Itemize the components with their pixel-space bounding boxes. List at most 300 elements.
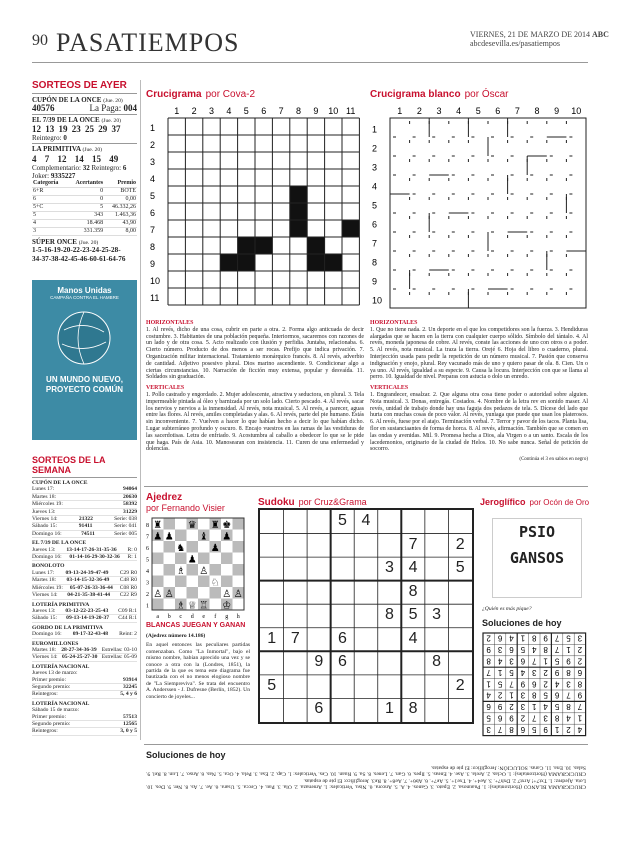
solution-digit: 8 <box>532 690 537 700</box>
chess-piece-icon: ♙ <box>153 588 163 600</box>
result-row: Sábado 15: 09-13-14-19-20-37 C44 R:1 <box>32 615 137 622</box>
row-number: 5 <box>150 190 156 201</box>
ajedrez-text: BLANCAS JUEGAN Y GANAN (Ajedrez número 14.186) En aquel entonces las peculiares partidas comenzaban. Como "La Inmortal", bajo el mismo nombre, habían aprecido una vez y se conoce a otra con la (Londres, 1851), la partida de la que es tema este diagrama fue bautizada con el no menos elogioso nombre de "La Siempreviva". Se trata del encuentro A. Anderssen - J. Dufresne (Berlín, 1852). Un concierto de joyeles... <box>146 622 250 700</box>
ad-headline: UN MUNDO NUEVO, PROYECTO COMÚN <box>45 375 124 394</box>
page-title: PASATIEMPOS <box>56 28 240 57</box>
rank-label: 7 <box>146 534 149 541</box>
column-number: 4 <box>226 106 232 116</box>
column-number: 6 <box>261 106 267 116</box>
black-cell <box>290 220 307 237</box>
crucigrama-blanco-heading: Crucigrama blanco por Óscar <box>370 89 509 100</box>
column-number: 10 <box>571 106 582 116</box>
column-number: 5 <box>243 106 249 116</box>
solution-digit: 2 <box>577 645 583 655</box>
result-row: Jueves 13: 31229 <box>32 508 137 515</box>
el739-title: EL 7/39 DE LA ONCE (Jue. 20) <box>32 115 122 124</box>
column-number: 6 <box>495 106 501 116</box>
solution-digit: 1 <box>566 645 571 655</box>
solution-digit: 6 <box>532 679 537 689</box>
sudoku-given: 7 <box>290 629 300 647</box>
result-row: Martes 18: 20630 <box>32 493 137 500</box>
solution-digit: 3 <box>566 679 571 689</box>
row-number: 8 <box>150 241 156 252</box>
solution-digit: 7 <box>554 645 560 655</box>
rank-label: 2 <box>146 592 149 599</box>
page-number: 90 <box>32 32 48 49</box>
chess-square <box>233 541 245 553</box>
chess-square <box>187 564 199 576</box>
result-row: Miércoles 19: 58392 <box>32 501 137 508</box>
chess-piece-icon: ♟ <box>153 531 163 543</box>
table-row: 3 331.359 8,00 <box>33 228 136 235</box>
solution-digit: 5 <box>486 713 491 723</box>
sudoku-given: 9 <box>314 653 324 671</box>
table-row: 6 0 0,00 <box>33 196 136 203</box>
rank-label: 3 <box>146 580 149 587</box>
chess-square <box>198 553 210 565</box>
chess-square <box>210 587 222 599</box>
solution-digit: 3 <box>497 645 503 655</box>
super-title: SÚPER ONCE (Jue. 20) <box>32 238 99 247</box>
super-numbers: 1-5-16-19-20-22-23-24-25-28- 34-37-38-42-45-46-60-61-64-76 <box>32 246 126 264</box>
solution-digit: 1 <box>577 713 583 723</box>
header-rule <box>32 62 588 63</box>
solution-digit: 6 <box>497 633 503 643</box>
solution-digit: 3 <box>520 702 526 712</box>
rank-label: 8 <box>146 523 149 530</box>
chess-square <box>233 530 245 542</box>
column-number: 9 <box>313 106 319 116</box>
table-row: 6+R 0 BOTE <box>33 188 136 195</box>
jeroglifico-question: ¿Quién es más pique? <box>482 606 532 612</box>
chess-square <box>152 541 164 553</box>
row-number: 8 <box>372 257 378 268</box>
sudoku-given: 3 <box>432 606 442 624</box>
chess-piece-icon: ♟ <box>210 542 220 554</box>
sudoku-grid[interactable] <box>258 508 474 724</box>
solution-digit: 7 <box>554 633 560 643</box>
result-row: Primer premio: 57513 <box>32 713 137 720</box>
crucigrama-blanco-clues: HORIZONTALES 1. Que no tiene nada. 2. Un deporte en el que los competidores son la fuerza. 3. Hendiduras alargadas que se hacen en la tierra con cualquier cuerpo sólido. Símbolo del tántalo. 4. Al revés, moneda japonesa de cobre. Al revés, conste las acciones de uno con otros o a poder. 5. Al revés, nota musical. La traza la tierra. Orejé 6. Hoja del libro o cuaderno, plural. Interjección usada para pedir la repetición de un número musical. 7. Pasión que conserva indignación y enojo, plural. Rey vacunado más de uno y quiero pasar de ola. 8. Cien. Un o ya uno. Al revés, igualdad a su especie. 9. Causa la locura. Interjección con que se llama al perro. 10. Igualdad de nivel. Preparas con astucia o dolo un enredo. VERTICALES 1. Engrandecer, ensalzar. 2. Que alguna otra cosa tiene poder o autoridad sobre alguien. Nota musical. 3. Donas, entregás. Costados. 4. Nombre de la letra rev en sonido maser. Al revés, unidad de trabajo donde hay una faguja dos pedazos de tela. 5. Dícese del lado que hurta con muchas cosas de poco valor. Al revés, yuniaga que puede que usan los platerosos. 6. Al revés, fuese por el atajo. Terminación verbal. 7. Terror y pavor de los tacos. Planta lisa, flor en sustanciaantes de forma de horca. 8. Al revés, afirmación. También que se comen en las ondas y avenidas. Mil. 9. Promesa hecha a Dios, ala Virgen o a un santo. Escala de los lacedemonios, originario de la ciudad de Helos. 10. No sabe nunca. Señal de petición de socorro. (Continúa el 3 en sabios en negro) <box>370 320 588 463</box>
chess-piece-icon: ♙ <box>164 588 174 600</box>
result-row: Martes 18: 03-14-15-32-36-49 C48 R0 <box>32 577 137 584</box>
row-number: 6 <box>150 207 156 218</box>
solution-digit: 8 <box>543 645 548 655</box>
column-number: 11 <box>346 106 356 116</box>
sudoku-given: 6 <box>337 629 347 647</box>
chess-piece-icon: ♙ <box>199 565 209 577</box>
sorteos-ayer-title: SORTEOS DE AYER <box>32 80 127 91</box>
solution-digit: 9 <box>566 656 571 666</box>
bottom-rule <box>144 744 588 745</box>
row-number: 3 <box>372 162 378 173</box>
solution-digit: 9 <box>497 702 503 712</box>
table-row: 5+C 5 46.332,26 <box>33 204 136 211</box>
chess-square <box>210 564 222 576</box>
sorteos-ayer: SORTEOS DE AYER CUPÓN DE LA ONCE (Jue. 20) 40576 La Paga: 004 EL 7/39 DE LA ONCE (Jue. 20) 12 13 19 23 25 29 37 Reintegro: 0 LA PRIMITIVA (Jue. 20) 4 7 12 14 15 49 Complementario: 32 Reintegro: 6 Joker: 9335227 Categoría Acertantes Premio 6+R 0 BOTE 6 0 0,00 5+C 5 46.332,26 5 343 1.463,36 4 18.468 43,90 3 331.359 8,00 SÚPER ONCE (Jue. 20) 1-5-16-19-20-22-23-24-25-28- 34-37-38-42-45-46-60-61-64-76 <box>32 80 137 264</box>
chess-square <box>233 576 245 588</box>
cupon-rows <box>32 486 137 538</box>
chess-square <box>152 599 164 611</box>
column-number: 2 <box>416 106 422 116</box>
chessboard[interactable] <box>146 518 252 620</box>
row-number: 10 <box>150 275 161 286</box>
sudoku-given: 4 <box>408 629 418 647</box>
chess-square <box>175 553 187 565</box>
solution-digit: 3 <box>486 724 491 734</box>
solution-digit: 1 <box>532 702 537 712</box>
column-number: 3 <box>208 106 215 116</box>
file-label: g <box>225 614 229 620</box>
column-number: 8 <box>295 106 302 116</box>
file-label: f <box>214 614 217 620</box>
chess-piece-icon: ♗ <box>176 600 186 612</box>
bonoloto-rows <box>32 570 137 600</box>
solution-digit: 9 <box>520 679 526 689</box>
table-row: 5 343 1.463,36 <box>33 212 136 219</box>
solution-digit: 2 <box>543 679 548 689</box>
primitiva-numbers: 4 7 12 14 15 49 <box>32 153 119 164</box>
jeroglifico-image: PSIO GANSOS <box>492 518 582 598</box>
column-number: 4 <box>456 106 462 116</box>
chess-square <box>187 541 199 553</box>
column-number: 10 <box>328 106 339 116</box>
column-number: 9 <box>554 106 560 116</box>
solution-digit: 3 <box>532 667 537 677</box>
chess-square <box>152 576 164 588</box>
file-label: b <box>167 614 171 620</box>
soluciones-text: CRUCIGRAMA BLANCO (Horizontales): 1. Puaunosa. 2. Epato. 3. Ganos. 4. A. 5. Ancora. 6. Nisu. Verticales: 1. Amenaza. 2. Ola. 3. Pau. 4. Cecca. 5. Usara. 6. Ae. 7. As. 8. Ner. 9. Dos. 10. Lota. Ajedrez: 1. Txt7+! Arxt7 2. Dxh7+. 3. Ae4+. 4. Txe1+. 5. Ae7+. 6. Ab6+. 7. Ae8+. 8. Re3. Jeroglífico: El pie de espatas. CRUCIGRAMA (Horizontales): 1. Oclas. 2. Arela. 3. Ase. 4. Eneas. 5. Ilpes. 6. Gan. 7. Lenes. 8. Sa. 9. Ruan. 10. Ces. Verticales: 1. Cap. 2. Esa. 3. Pela. 4. Oca. 5. Nas. 6. Anso. 7. Lun. 8. Rel. 9. Salas. 10. Ena. 11. Caras. SOLUCIÓN: Jeroglífico: El pie de espatas. <box>146 764 586 790</box>
solution-digit: 6 <box>577 667 583 677</box>
solution-digit: 4 <box>486 690 491 700</box>
chess-piece-icon: ♜ <box>210 519 220 531</box>
primitiva-rows <box>32 608 137 623</box>
chess-square <box>233 564 245 576</box>
solution-digit: 4 <box>554 679 560 689</box>
result-row: Viernes 14: 21322 Serie: 038 <box>32 516 137 523</box>
solution-digit: 8 <box>566 702 571 712</box>
solution-digit: 9 <box>543 724 548 734</box>
row-number: 5 <box>372 200 378 211</box>
rank-label: 1 <box>146 603 149 610</box>
chess-square <box>210 553 222 565</box>
solution-digit: 6 <box>520 724 526 734</box>
chess-piece-icon: ♟ <box>222 531 232 543</box>
result-row: Domingo 16: 09-17-32-43-48 Reint: 2 <box>32 631 137 638</box>
row-number: 3 <box>150 156 156 167</box>
chess-piece-icon: ♛ <box>187 519 197 531</box>
result-row: Viernes 14: 04-21-35-38-41-44 C22 R9 <box>32 592 137 599</box>
sudoku-given: 1 <box>385 700 394 718</box>
solution-digit: 3 <box>509 656 514 666</box>
solution-digit: 9 <box>486 645 491 655</box>
result-row: Domingo 16: 01-14-16-29-30-32-36 R: 1 <box>32 554 137 561</box>
black-cell <box>325 254 342 271</box>
chess-square <box>152 553 164 565</box>
solution-digit: 7 <box>486 667 491 677</box>
chess-square <box>221 576 233 588</box>
result-row: Jueves 13: 03-12-22-23-25-43 C09 R:1 <box>32 607 137 614</box>
sudoku-given: 5 <box>267 676 277 694</box>
solution-digit: 2 <box>566 724 571 734</box>
chess-square <box>198 576 210 588</box>
sudoku-given: 4 <box>361 512 371 529</box>
chess-square <box>175 587 187 599</box>
row-number: 9 <box>150 258 156 269</box>
chess-square <box>164 576 176 588</box>
rank-label: 4 <box>146 569 149 576</box>
crucigrama-clues: HORIZONTALES 1. Al revés, dicho de una cosa, cubrir en parte a otra. 2. Forma algo anticuada de decir costumbre. 3. Habitantes de una población pequeña. Interiormos, sacaremos con razones de un lado y de otra cosa. 5. Acto realizado con ilusión y perfidia. Juntaba, relacionaba. 6. Cierto número. Producto de dos menos a ser rocas. Prefijo que indica privación. 7. Organización militar internacional. Tratamiento monárquico francés. 8. Al revés, adverbio de cantidad. Adjetivo posesivo plural. Dios marino ascendiente. 9. Condicionar algo a ciertas circunstancias. 10. Narración de ficción muy extensa, popular y desvaída. 11. Soldados sin graduación. VERTICALES 1. Pollo castrado y engordado. 2. Mujer adolescente, atractiva y seductora, en plural. 3. Tela impermeable pintada al óleo y barnizada por un solo lado. Cierto pescado. 4. Al revés, sacar los nervios y nervios a la inmensidad. Al revés, nota musical. 5. Al revés, a parecer, aguas entre las flores. Al revés, amiles completadas y alas. 6. Al revés, parte del pie humano. Estás sin inconveniente. 7. Vuelven a hacer lo que habían hecho a decir lo que habían dicho. Lugar subterráneo profundo y oscuro. 8. Encajo vuestros en las ramas de las vestiduras de las sacerdotisas. Letra de enfriado. 9. Acostumbra al caballo a obedecer lo que se le pide que haga. País de Asia. 10. Manosearan con insistencia. 11. Curen de una enfermedad y dolencias. <box>146 320 364 453</box>
euro-rows <box>32 647 137 662</box>
solution-digit: 4 <box>497 656 503 666</box>
column-number: 7 <box>514 106 520 116</box>
sudoku-given: 8 <box>385 606 394 624</box>
solution-digit: 8 <box>486 656 491 666</box>
ajedrez-heading: Ajedrez por Fernando Visier <box>146 492 225 513</box>
column-number: 7 <box>278 106 284 116</box>
cupon-title: CUPÓN DE LA ONCE (Jue. 20) <box>32 96 123 104</box>
chess-square <box>210 599 222 611</box>
section-rule <box>144 486 588 487</box>
result-row: Jueves 13: 13-14-17-26-31-35-36 R: 0 <box>32 546 137 553</box>
column-number: 1 <box>397 106 403 116</box>
soluciones-title: Soluciones de hoy <box>146 750 226 760</box>
sorteos-semana: SORTEOS DE LA SEMANA CUPÓN DE LA ONCE Lunes 17: 94064 Martes 18: 20630 Miércoles 19: 58392 Jueves 13: 31229 Viernes 14: 21322 Serie: 038 Sábado 15: 91411 Serie: 041 Domingo 16: 74511 Serie: 005 EL 7/39 DE LA ONCE Jueves 13: 13-14-17-26-31-35-36 R: 0 Domingo 16: 01-14-16-29-30-32-36 R: 1 BONOLOTO Lunes 17: 09-13-24-39-47-49 C29 R0 Martes 18: 03-14-15-32-36-49 C48 R0 Miércoles 19: 05-07-26-33-36-44 C08 R0 Viernes 14: 04-21-35-38-41-44 C22 R9 LOTERÍA PRIMITIVA Jueves 13: 03-12-22-23-25-43 C09 R:1 Sábado 15: 09-13-14-19-20-37 C44 R:1 GORDO DE LA PRIMITIVA Domingo 16: 09-17-32-43-48 Reint: 2 EUROMILLONES Martes 18: 28-27-34-36-39 Estrellas: 03-10 Viernes 14: 05-24-25-27-30 Estrellas: 05-09 LOTERÍA NACIONAL Jueves 13 de marzo: Primer premio: 93914 Segundo premio: 32245 Reintegros: 5, 4 y 6 LOTERÍA NACIONAL Sábado 15 de marzo: Primer premio: 57513 Segundo premio: 12565 Reintegros: 3, 0 y 5 <box>32 455 137 735</box>
chess-square <box>210 530 222 542</box>
solution-digit: 8 <box>566 667 571 677</box>
row-number: 7 <box>372 238 378 249</box>
solution-digit: 1 <box>520 633 526 643</box>
file-label: c <box>179 614 183 620</box>
solution-digit: 7 <box>566 690 571 700</box>
result-row: Lunes 17: 94064 <box>32 486 137 493</box>
solution-digit: 8 <box>554 713 560 723</box>
solution-digit: 5 <box>554 656 560 666</box>
chess-piece-icon: ♞ <box>176 542 186 554</box>
chess-piece-icon: ♜ <box>153 519 163 531</box>
solution-digit: 5 <box>566 633 571 643</box>
chess-square <box>221 541 233 553</box>
row-number: 1 <box>150 122 156 133</box>
column-divider <box>140 80 141 740</box>
table-row: 4 18.468 43,90 <box>33 220 136 227</box>
chess-piece-icon: ♝ <box>199 531 209 543</box>
solution-digit: 9 <box>543 633 548 643</box>
sudoku-given: 2 <box>455 676 465 694</box>
result-row: Reintegros: 3, 0 y 5 <box>32 728 137 735</box>
sudoku-given: 1 <box>267 629 277 647</box>
solution-digit: 4 <box>543 702 548 712</box>
file-label: a <box>156 614 160 620</box>
chess-square <box>187 576 199 588</box>
solution-digit: 2 <box>543 667 548 677</box>
solution-digit: 2 <box>497 690 503 700</box>
solution-digit: 1 <box>554 724 560 734</box>
sudoku-solution-grid <box>482 632 586 736</box>
solution-digit: 8 <box>532 633 537 643</box>
solution-digit: 4 <box>577 724 583 734</box>
chess-piece-icon: ♙ <box>222 588 232 600</box>
chess-square <box>164 553 176 565</box>
row-number: 4 <box>150 173 156 184</box>
solution-digit: 8 <box>577 679 583 689</box>
sudoku-given: 6 <box>314 700 324 718</box>
black-cell <box>238 237 255 254</box>
chess-square <box>164 599 176 611</box>
solution-digit: 6 <box>509 645 514 655</box>
crucigrama-blanco-grid[interactable] <box>370 104 588 310</box>
solution-digit: 4 <box>509 633 514 643</box>
chess-square <box>164 541 176 553</box>
primitiva-table: Categoría Acertantes Premio 6+R 0 BOTE 6 0 0,00 5+C 5 46.332,26 5 343 1.463,36 4 18.468 43,90 3 331.359 8,00 <box>33 180 136 235</box>
solution-digit: 6 <box>486 702 491 712</box>
chess-piece-icon: ♟ <box>187 554 197 566</box>
chess-piece-icon: ♔ <box>222 600 232 612</box>
sudoku-given: 7 <box>408 535 418 553</box>
solution-digit: 7 <box>509 679 514 689</box>
column-number: 8 <box>534 106 540 116</box>
chess-piece-icon: ♖ <box>199 600 209 612</box>
row-number: 2 <box>150 139 156 150</box>
globe-illustration-icon <box>32 300 137 370</box>
chess-square <box>187 530 199 542</box>
row-number: 10 <box>372 295 383 306</box>
row-number: 2 <box>372 143 378 154</box>
chess-square <box>175 576 187 588</box>
el739-numbers: 12 13 19 23 25 29 37 <box>32 124 121 135</box>
row-number: 7 <box>150 224 156 235</box>
sudoku-given: 5 <box>455 559 465 577</box>
crucigrama-heading: Crucigrama por Cova-2 <box>146 89 256 100</box>
solution-digit: 6 <box>554 690 560 700</box>
primitiva-title: LA PRIMITIVA (Jue. 20) <box>32 145 103 154</box>
solution-digit: 7 <box>497 724 503 734</box>
row-number: 11 <box>150 292 160 303</box>
solution-digit: 1 <box>543 656 548 666</box>
chess-piece-icon: ♕ <box>187 600 197 612</box>
ad-subtitle: CAMPAÑA CONTRA EL HAMBRE <box>50 295 119 300</box>
soluciones-sudoku-title: Soluciones de hoy <box>482 618 562 628</box>
solution-digit: 7 <box>577 702 583 712</box>
chess-piece-icon: ♗ <box>176 565 186 577</box>
black-cell <box>220 254 237 271</box>
solution-digit: 5 <box>509 667 514 677</box>
result-row: Lunes 17: 09-13-24-39-47-49 C29 R0 <box>32 569 137 576</box>
cupon-number: 40576 <box>32 103 55 114</box>
black-cell <box>307 237 324 254</box>
black-cell <box>255 237 272 254</box>
chess-square <box>198 587 210 599</box>
solution-digit: 5 <box>543 690 548 700</box>
column-number: 1 <box>174 106 180 116</box>
black-cell <box>307 254 324 271</box>
solution-digit: 3 <box>520 690 526 700</box>
solution-digit: 2 <box>577 656 583 666</box>
solution-digit: 5 <box>520 645 526 655</box>
result-row: Domingo 16: 74511 Serie: 005 <box>32 530 137 537</box>
sudoku-given: 5 <box>337 512 347 529</box>
rank-label: 5 <box>146 557 149 564</box>
column-number: 3 <box>436 106 442 116</box>
result-row: Segundo premio: 12565 <box>32 721 137 727</box>
column-number: 5 <box>475 106 481 116</box>
row-number: 9 <box>372 276 378 287</box>
result-row: Viernes 14: 05-24-25-27-30 Estrellas: 05-09 <box>32 654 137 661</box>
solution-digit: 9 <box>509 713 514 723</box>
chess-piece-icon: ♚ <box>222 519 232 531</box>
solution-digit: 4 <box>532 645 537 655</box>
row-number: 1 <box>372 124 378 135</box>
solution-digit: 3 <box>577 633 583 643</box>
header-date: VIERNES, 21 DE MARZO DE 2014 ABC abcdesevilla.es/pasatiempos <box>470 30 609 48</box>
solution-digit: 1 <box>509 690 514 700</box>
solution-digit: 9 <box>577 690 583 700</box>
sudoku-heading: Sudoku por Cruz&Grama <box>258 497 367 508</box>
chess-square <box>187 587 199 599</box>
black-cell <box>290 203 307 220</box>
chess-piece-icon: ♙ <box>233 588 243 600</box>
solution-digit: 1 <box>486 679 491 689</box>
sudoku-given: 2 <box>455 535 465 553</box>
chess-square <box>233 553 245 565</box>
column-number: 2 <box>191 106 197 116</box>
rank-label: 6 <box>146 546 149 553</box>
chess-square <box>175 518 187 530</box>
result-row: Martes 18: 28-27-34-36-39 Estrellas: 03-10 <box>32 646 137 653</box>
result-row: Miércoles 19: 05-07-26-33-36-44 C08 R0 <box>32 584 137 591</box>
el739-rows <box>32 547 137 562</box>
crucigrama-grid[interactable] <box>146 104 366 310</box>
sudoku-given: 8 <box>408 700 418 718</box>
chess-square <box>233 518 245 530</box>
row-number: 6 <box>372 219 378 230</box>
chess-square <box>198 541 210 553</box>
file-label: e <box>202 614 206 620</box>
chess-square <box>233 599 245 611</box>
sudoku-given: 4 <box>408 559 418 577</box>
chess-square <box>221 564 233 576</box>
black-cell <box>342 220 359 237</box>
result-row: Reintegros: 5, 4 y 6 <box>32 691 137 698</box>
sudoku-given: 8 <box>432 653 442 671</box>
solution-digit: 2 <box>520 713 526 723</box>
sorteos-semana-title: SORTEOS DE LA SEMANA <box>32 455 106 475</box>
chess-square <box>221 553 233 565</box>
solution-digit: 6 <box>520 656 526 666</box>
result-row: Sábado 15: 91411 Serie: 041 <box>32 523 137 530</box>
file-label: d <box>190 614 194 620</box>
gordo-rows <box>32 631 137 638</box>
black-cell <box>290 186 307 203</box>
solution-digit: 1 <box>497 667 503 677</box>
chess-square <box>198 518 210 530</box>
solution-digit: 3 <box>543 713 548 723</box>
solution-digit: 8 <box>509 724 514 734</box>
chess-square <box>164 518 176 530</box>
solution-digit: 2 <box>486 633 491 643</box>
chess-square <box>175 530 187 542</box>
solution-digit: 2 <box>509 702 514 712</box>
nacional1-rows <box>32 677 137 699</box>
manos-unidas-ad[interactable] <box>32 280 137 440</box>
solution-digit: 5 <box>532 724 537 734</box>
result-row: Primer premio: 93914 <box>32 676 137 683</box>
result-row: Segundo premio: 32245 <box>32 683 137 690</box>
nacional2-rows <box>32 714 137 736</box>
ad-brand: Manos Unidas <box>57 286 112 295</box>
row-number: 4 <box>372 181 378 192</box>
chess-piece-icon: ♟ <box>164 531 174 543</box>
